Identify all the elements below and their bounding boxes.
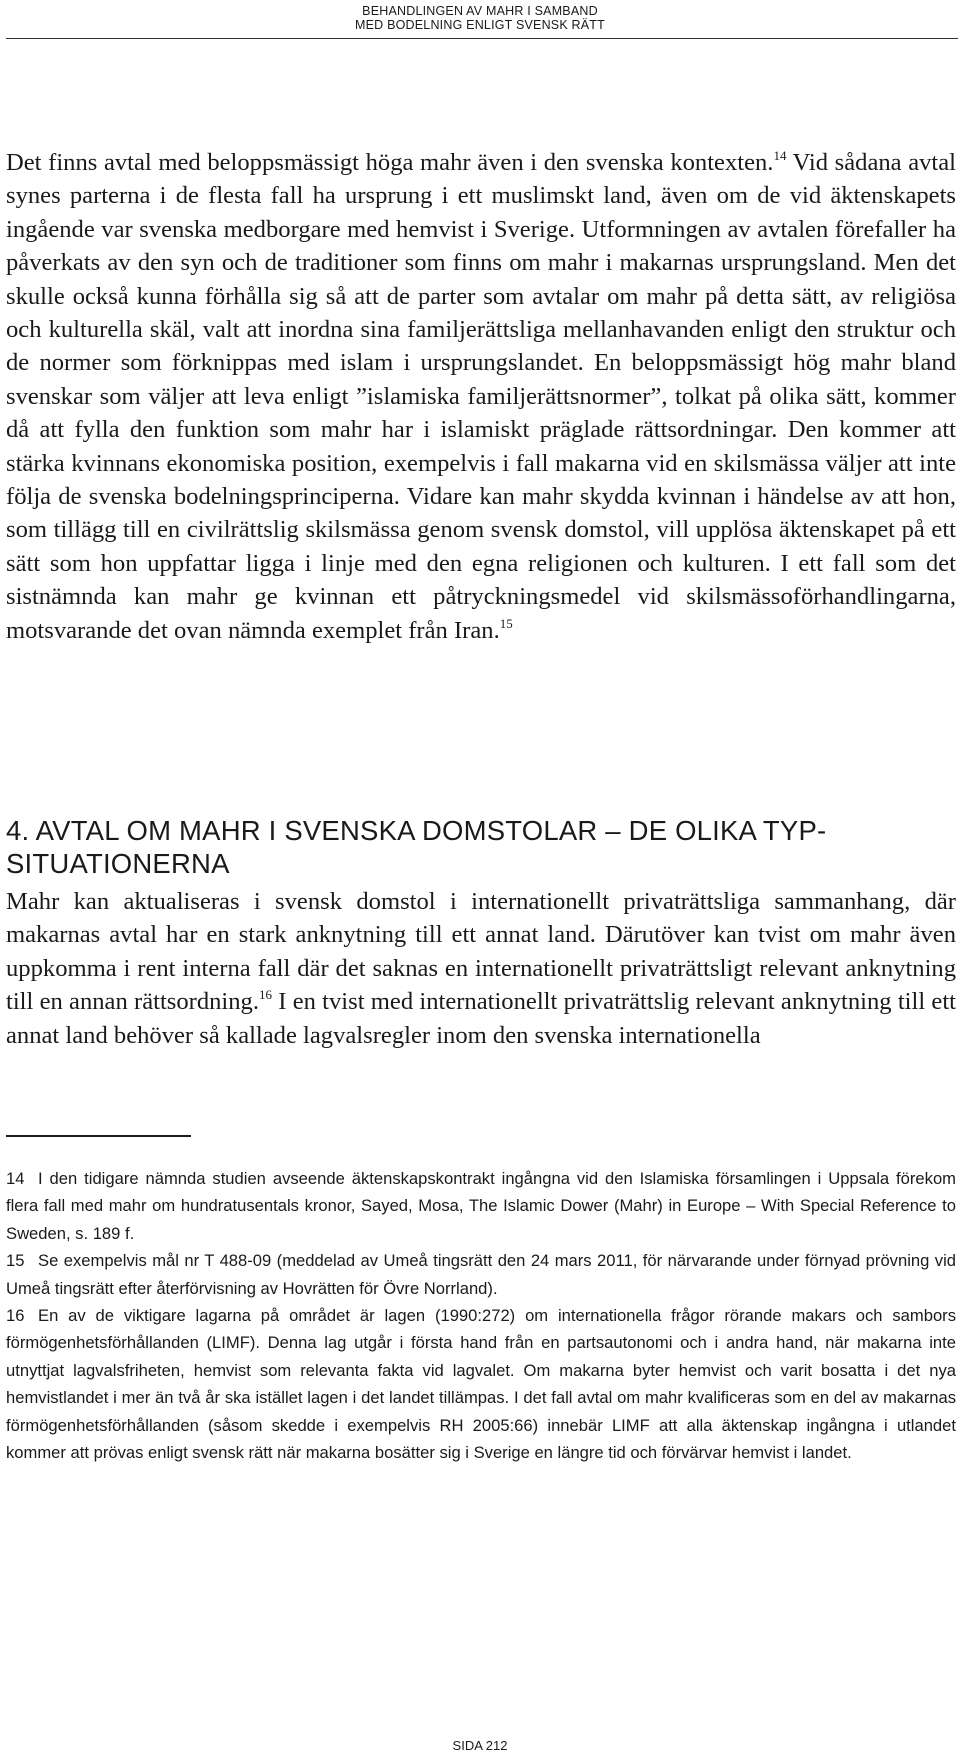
header-divider xyxy=(6,38,958,39)
footnote-16 xyxy=(6,1302,956,1466)
footnote-number: 16 xyxy=(6,1306,25,1326)
section-paragraph xyxy=(6,885,956,1052)
body-paragraph xyxy=(6,146,956,647)
section-text-part-2: I en tvist med internationellt privaträttslig relevant anknytning till ett annat land behöver så kallade lagvalsregler inom den svenska internationella xyxy=(6,988,956,1049)
section-heading: 4. AVTAL OM MAHR I SVENSKA DOMSTOLAR – DE OLIKA TYPSITUATIONERNA xyxy=(6,815,827,879)
footnote-15 xyxy=(6,1247,956,1302)
footnote-number: 14 xyxy=(6,1169,25,1188)
footnote-divider xyxy=(6,1135,191,1137)
footnotes xyxy=(6,1165,956,1466)
footnote-number: 15 xyxy=(6,1251,25,1271)
footnote-text: I den tidigare nämnda studien avseende äktenskapskontrakt ingångna vid den Islamiska församlingen i Uppsala förekom flera fall med mahr om hundratusentals kronor, Sayed, Mosa, The Islamic Dower (Mahr) in Europe – With Special Reference to Sweden, s. 189 f. xyxy=(6,1169,956,1243)
page-number: SIDA 212 xyxy=(452,1738,508,1753)
footnote-ref-14[interactable]: 14 xyxy=(773,148,787,163)
running-header-line-1: BEHANDLINGEN AV MAHR I SAMBAND xyxy=(362,4,598,18)
running-header-line-2: MED BODELNING ENLIGT SVENSK RÄTT xyxy=(355,18,605,32)
footnote-14 xyxy=(6,1165,956,1247)
footnote-ref-16[interactable]: 16 xyxy=(259,987,273,1003)
section-text-part-1: Mahr kan aktualiseras i svensk domstol i internationellt privaträttsliga sammanhang, där makarnas avtal har en stark anknytning till ett annat land. Därutöver kan tvist om mahr även uppkomma i rent interna fall där det saknas en internationellt privaträttsligt relevant anknytning till en annan rättsordning. xyxy=(6,888,956,1016)
running-header xyxy=(0,4,960,32)
footnote-text: En av de viktigare lagarna på området är lagen (1990:272) om internationella frågor rörande makars och sambors förmögenhetsförhållanden (LIMF). Denna lag utgår i första hand från en partsautonomi och i andra hand, när makarna inte utnyttjat lagvalsfriheten, hemvist som relevanta fakta vid lagvalet. Om makarna byter hemvist och varit bosatta i det nya hemvistlandet i mer än två år ska istället lagen i det landet tillämpas. I det fall avtal om mahr kvalificeras som en del av makarnas förmögenhetsförhållanden (såsom skedde i exempelvis RH 2005:66) innebär LIMF att alla äktenskap ingångna i utlandet kommer att prövas enligt svensk rätt när makarna bosätter sig i Sverige en längre tid och förvärvar hemvist i landet. xyxy=(6,1306,956,1463)
footnote-ref-15[interactable]: 15 xyxy=(499,615,513,631)
paragraph-text-part-1: Det finns avtal med beloppsmässigt höga mahr även i den svenska kontexten. xyxy=(6,149,774,176)
paragraph-text-part-2: Vid sådana avtal synes parterna i de flesta fall ha ursprung i ett muslimskt land, även om de vid äktenskapets ingående var svenska medborgare med hemvist i Sverige. Utformningen av avtalen förefaller ha påverkats av den syn och de traditioner som finns om mahr i makarnas ursprungsland. Men det skulle också kunna förhålla sig så att de parter som avtalar om mahr på detta sätt, av religiösa och kulturella skäl, valt att inordna sina familjerättsliga mellanhavanden enligt den struktur och de normer som förknippas med islam i ursprungslandet. En beloppsmässigt hög mahr bland svenskar som väljer att leva enligt ”islamiska familjerättsnormer”, tolkat på olika sätt, kommer då att fylla den funktion som mahr har i islamiskt präglade rättsordningar. Den kommer att stärka kvinnans ekonomiska position, exempelvis i fall makarna vid en skilsmässa väljer att inte följa de svenska bodelningsprinciperna. Vidare kan mahr skydda kvinnan i händelse av att hon, som tillägg till en civilrättslig skilsmässa genom svensk domstol, vill upplösa äktenskapet på ett sätt som hon uppfattar ligga i linje med den egna religionen och kulturen. I ett fall som det sistnämnda kan mahr ge kvinnan ett påtryckningsmedel vid skilsmässoförhandlingarna, motsvarande det ovan nämnda exemplet från Iran. xyxy=(6,149,956,644)
footnote-text: Se exempelvis mål nr T 488-09 (meddelad av Umeå tingsrätt den 24 mars 2011, för närvarande under förnyad prövning vid Umeå tingsrätt efter återförvisning av Hovrätten för Övre Norrland). xyxy=(6,1251,956,1298)
